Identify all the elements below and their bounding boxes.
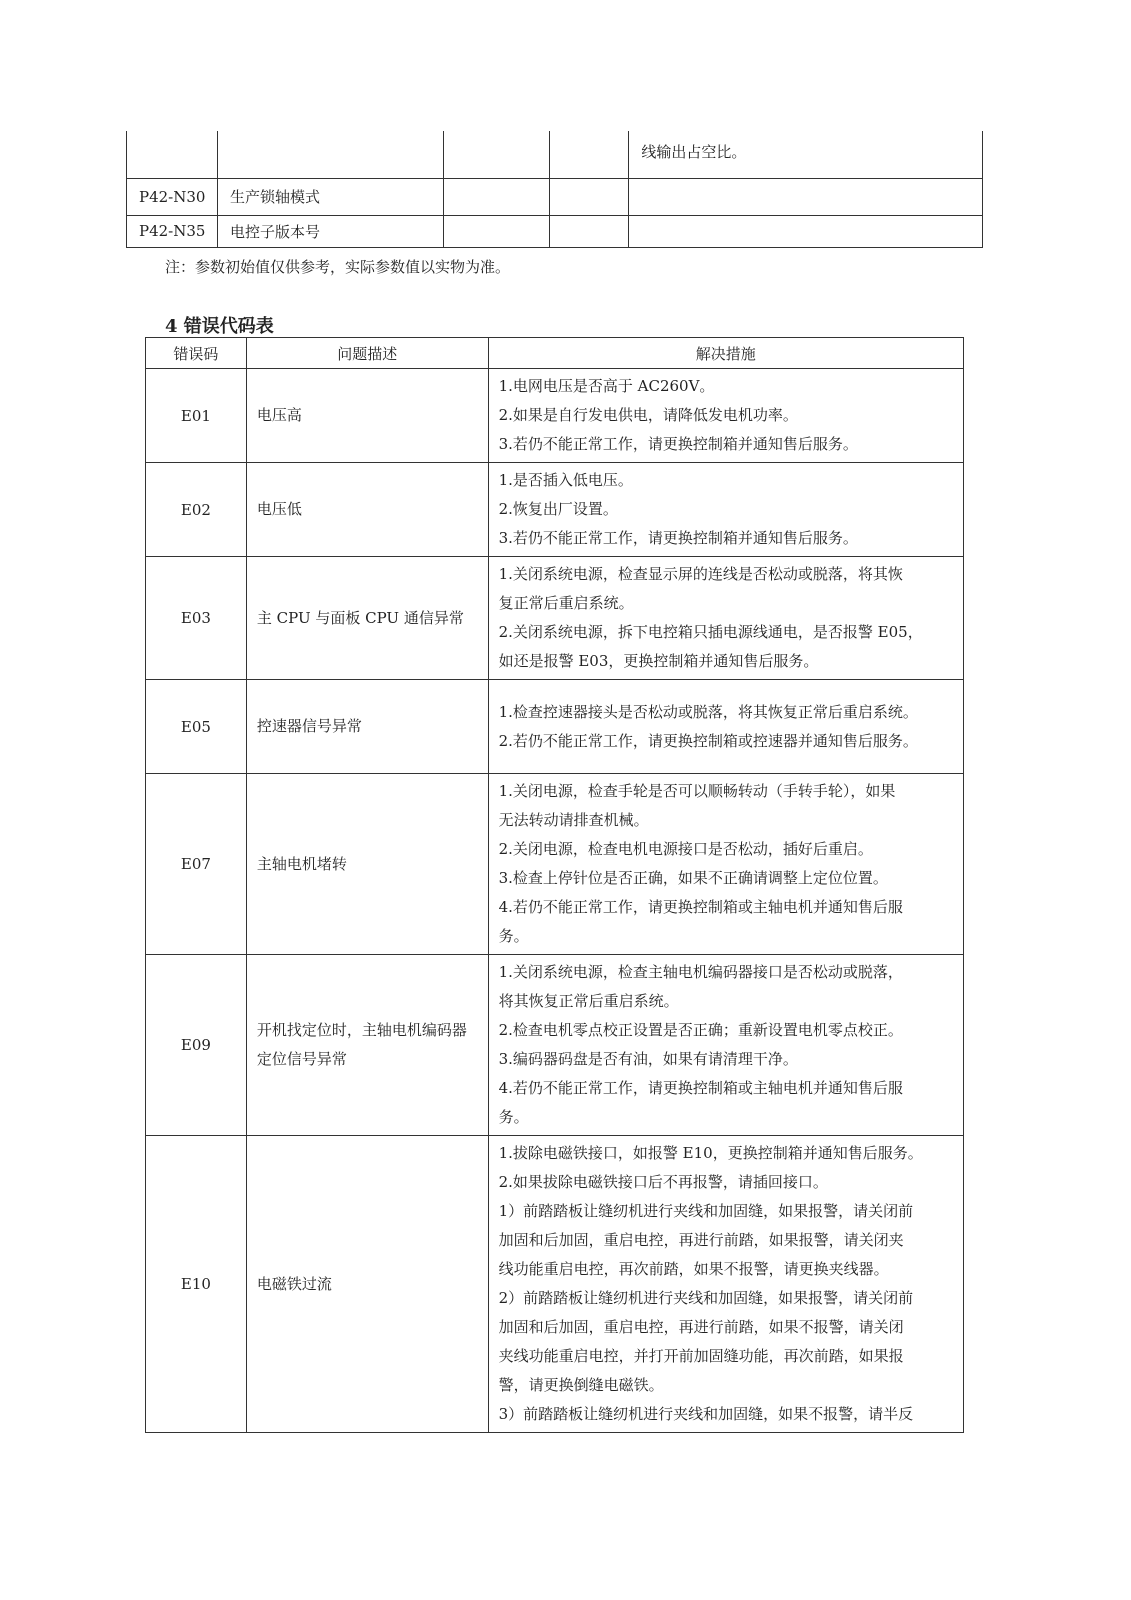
solution-line: 3.检查上停针位是否正确，如果不正确请调整上定位位置。 (498, 869, 888, 887)
solution-line: 2.关闭系统电源，拆下电控箱只插电源线通电，是否报警 E05， (498, 623, 923, 641)
parameter-description (629, 215, 983, 247)
error-row (146, 1136, 964, 1433)
error-solution (488, 955, 963, 1136)
solution-line: 3.编码器码盘是否有油，如果有请清理干净。 (498, 1050, 798, 1068)
error-code: E09 (146, 955, 247, 1136)
solution-line: 无法转动请排查机械。 (498, 811, 649, 829)
error-code: E02 (146, 463, 247, 557)
error-description: 电磁铁过流 (246, 1136, 488, 1433)
table-header-row (146, 338, 964, 369)
error-description: 主 CPU 与面板 CPU 通信异常 (246, 557, 488, 680)
error-description: 控速器信号异常 (246, 680, 488, 774)
solution-line: 将其恢复正常后重启系统。 (498, 992, 679, 1010)
parameter-cell (443, 178, 549, 215)
solution-line: 2.恢复出厂设置。 (498, 500, 618, 518)
solution-line: 务。 (498, 1108, 529, 1126)
error-solution (488, 680, 963, 774)
solution-line: 1.检查控速器接头是否松动或脱落，将其恢复正常后重启系统。 (498, 702, 918, 721)
solution-line: 2.若仍不能正常工作，请更换控制箱或控速器并通知售后服务。 (498, 731, 918, 750)
parameter-description (629, 178, 983, 215)
solution-line: 2.如果拔除电磁铁接口后不再报警，请插回接口。 (498, 1173, 828, 1191)
error-code: E01 (146, 369, 247, 463)
parameter-cell (549, 131, 629, 178)
header-error-code: 错误码 (146, 338, 247, 369)
parameter-name: 电控子版本号 (217, 215, 443, 247)
solution-line: 2.如果是自行发电供电，请降低发电机功率。 (498, 406, 798, 424)
parameter-description: 线输出占空比。 (629, 131, 983, 178)
solution-line: 复正常后重启系统。 (498, 594, 634, 612)
solution-line: 1.关闭系统电源，检查主轴电机编码器接口是否松动或脱落， (498, 963, 903, 981)
parameter-table (126, 131, 983, 248)
parameter-name: 生产锁轴模式 (217, 178, 443, 215)
header-solution: 解决措施 (488, 338, 963, 369)
parameter-name (217, 131, 443, 178)
solution-line: 加固和后加固，重启电控，再进行前踏，如果不报警，请关闭 (498, 1318, 904, 1336)
error-description: 开机找定位时，主轴电机编码器定位信号异常 (246, 955, 488, 1136)
error-row (146, 463, 964, 557)
solution-line: 如还是报警 E03，更换控制箱并通知售后服务。 (498, 652, 819, 670)
parameter-cell (549, 215, 629, 247)
error-row (146, 557, 964, 680)
solution-line: 2.关闭电源，检查电机电源接口是否松动，插好后重启。 (498, 840, 873, 858)
error-solution (488, 463, 963, 557)
solution-line: 1.关闭系统电源，检查显示屏的连线是否松动或脱落，将其恢 (498, 565, 903, 583)
error-row (146, 955, 964, 1136)
error-code-table (145, 337, 964, 1433)
error-solution (488, 557, 963, 680)
error-code: E10 (146, 1136, 247, 1433)
parameter-cell (549, 178, 629, 215)
parameter-cell (443, 131, 549, 178)
table-note: 注：参数初始值仅供参考，实际参数值以实物为准。 (165, 258, 511, 276)
error-code: E03 (146, 557, 247, 680)
solution-line: 3.若仍不能正常工作，请更换控制箱并通知售后服务。 (498, 435, 858, 453)
solution-line: 警，请更换倒缝电磁铁。 (498, 1376, 664, 1394)
solution-line: 夹线功能重启电控，并打开前加固缝功能，再次前踏，如果报 (498, 1347, 904, 1365)
parameter-row (127, 131, 983, 178)
parameter-cell (443, 215, 549, 247)
parameter-code: P42-N35 (127, 215, 218, 247)
error-row (146, 680, 964, 774)
solution-line: 2）前踏踏板让缝纫机进行夹线和加固缝，如果报警，请关闭前 (498, 1289, 914, 1307)
error-description: 电压低 (246, 463, 488, 557)
error-code: E05 (146, 680, 247, 774)
parameter-row (127, 178, 983, 215)
solution-line: 1.关闭电源，检查手轮是否可以顺畅转动（手转手轮），如果 (498, 782, 896, 800)
solution-line: 4.若仍不能正常工作，请更换控制箱或主轴电机并通知售后服 (498, 1079, 903, 1097)
solution-line: 4.若仍不能正常工作，请更换控制箱或主轴电机并通知售后服 (498, 898, 903, 916)
solution-line: 1.电网电压是否高于 AC260V。 (498, 377, 715, 395)
solution-line: 3.若仍不能正常工作，请更换控制箱并通知售后服务。 (498, 529, 858, 547)
error-code: E07 (146, 774, 247, 955)
error-row (146, 774, 964, 955)
header-description: 问题描述 (246, 338, 488, 369)
solution-line: 1.拔除电磁铁接口，如报警 E10，更换控制箱并通知售后服务。 (498, 1144, 923, 1162)
solution-line: 线功能重启电控，再次前踏，如果不报警，请更换夹线器。 (498, 1260, 889, 1278)
solution-line: 加固和后加固，重启电控，再进行前踏，如果报警，请关闭夹 (498, 1231, 904, 1249)
error-solution (488, 774, 963, 955)
solution-line: 2.检查电机零点校正设置是否正确；重新设置电机零点校正。 (498, 1021, 903, 1039)
error-solution (488, 369, 963, 463)
solution-line: 1.是否插入低电压。 (498, 471, 633, 489)
parameter-code (127, 131, 218, 178)
solution-line: 3）前踏踏板让缝纫机进行夹线和加固缝，如果不报警，请半反 (498, 1405, 914, 1423)
solution-line: 务。 (498, 927, 529, 945)
parameter-row (127, 215, 983, 247)
parameter-code: P42-N30 (127, 178, 218, 215)
error-description: 主轴电机堵转 (246, 774, 488, 955)
error-solution (488, 1136, 963, 1433)
error-description: 电压高 (246, 369, 488, 463)
error-row (146, 369, 964, 463)
solution-line: 1）前踏踏板让缝纫机进行夹线和加固缝，如果报警，请关闭前 (498, 1202, 914, 1220)
section-title: 4 错误代码表 (165, 316, 274, 337)
